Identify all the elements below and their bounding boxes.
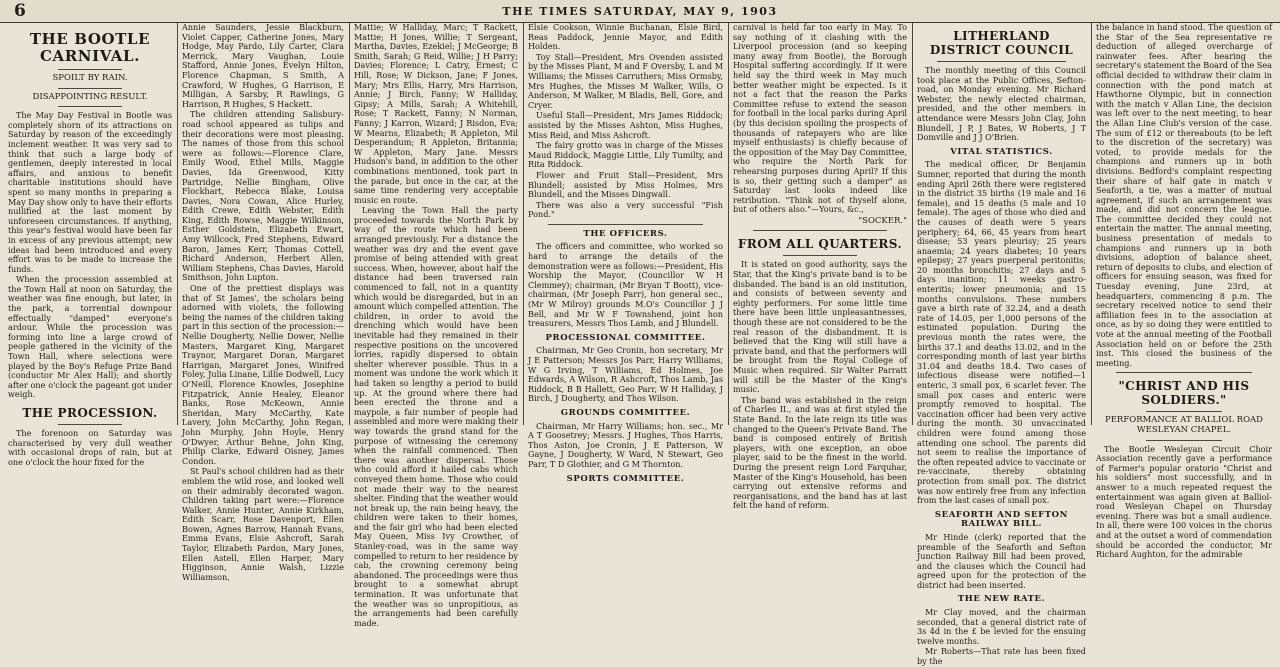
processional-committee-headline: PROCESSIONAL COMMITTEE. [545, 332, 706, 343]
paragraph: One of the prettiest displays was that of St James', the scholars being adorned with violets, the following being the names of the children taking part in this section of the procession:—Nellie Dougherty, Nellie Dower, Nellie Masters, Margaret King, Margaret Traynor, Margaret Doran, Margaret Harrigan, Margaret Jones, Winifred Foley, Julia Linane, Lillie Dodwell, Lucy O'Neill, Florence Knowles, Josephine Fitzpatrick, Annie Healey, Eleanor Banks, Rose McKeown, Annie Sheridan, Mary McCarthy, Kate Lavery, John McCarthy, John Regan, John Murphy, John Hoyle, Henry O'Dwyer, Arthur Behne, John King, Philip Clarke, Edward Oisney, James Condon. [182, 283, 344, 466]
from-all-quarters-headline: FROM ALL QUARTERS. [737, 237, 903, 252]
paragraph: Elsie Cookson, Winnie Buchanan, Elsie Bird, Reas Paddock, Jennie Mayor, and Edith Holden. [528, 22, 723, 52]
divider [58, 106, 122, 107]
paragraph: The medical officer, Dr Benjamin Sumner, reported that during the month ending April 26th there were registered in the district 35 births (19 male and 16 female), and 15 deaths (5 male and 10 female). The ages of those who died and the causes of death were 5 years periphery; 64, 66, 45 years from heart disease; 53 years pleurisy; 25 years anaemia; 24 years diabetes; 10 years epilepsy; 27 years puerperal peritonitis; 20 months bronchitis; 27 days and 5 days inanition; 11 weeks gastro-enteritis; lower pneumonia; and 15 months convulsions. These numbers gave a birth rate of 32.24, and a death rate of 14.05, per 1,000 persons of the estimated population. During the previous month the rates were, the births 37.1 and deaths 13.02, and in the corresponding month of last year births 31.04 and deaths 18.4. Two cases of infectious disease were notified—1 enteric, 3 small pox, 6 scarlet fever. The small pox cases and enteric were promptly removed to hospital. The vaccination officer had been very active during the month. 30 unvaccinated children were found among those attending one school. The parents did not seem to realise the importance of the often repeated advice to vaccinate or re-vaccinate, thereby obtaining protection from small pox. The district was now entirely free from any infection from the last cases of small pox. [917, 159, 1086, 506]
paragraph: Chairman, Mr Geo Cronin, hon secretary, Mr J E Patterson; Messrs Jos Parr, Harry Williams, W G Irving, T Williams, Ed Holmes, Joe Edwards, A Wilson, R Ashcroft, Thos Lamb, Jas Riddock, B B Hallett, Geo Parr, W H Halliday, J Birch, J Dougherty, and Thos Wilson. [528, 345, 723, 404]
procession-headline: THE PROCESSION. [22, 406, 158, 420]
column-7 [1091, 22, 1276, 560]
paragraph: There was also a very successful "Fish Pond." [528, 199, 723, 220]
divider [58, 424, 122, 425]
divider [58, 88, 122, 89]
subheadline: SPOILT BY RAIN. [52, 73, 128, 83]
divider [1146, 411, 1222, 412]
newspaper-columns [4, 22, 1276, 667]
paragraph: Leaving the Town Hall the party proceeded towards the North Park by way of the route which had been arranged previously. For a distance the weather was dry and the event gave promise of being attended with great success. When, however, about half the distance had been traversed rain commenced to fall, not in a quantity which would be disregarded, but in an amount which compelled attention. The children, in order to avoid the drenching which would have been inevitable had they remained in their respective positions on the uncovered lorries, rapidly dispersed to obtain shelter wherever possible. Thus in a moment was undone the work which it had taken so lengthy a period to build up. At the ground where there had been erected the throne and a maypole, a fair number of people had assembled and more were making their way towards the grand stand for the purpose of witnessing the ceremony when the rainfall commenced. Then there was another dispersal. Those who could afford it hailed cabs which conveyed them home. Those who could not made their way to the nearest shelter. Finding that the weather would not break up, the rain being heavy, the children were taken to their homes, and the fair girl who had been elected May Queen, Miss Ivy Crowther, of Stanley-road, was in the same way compelled to return to her residence by cab, the crowning ceremony being abandoned. The proceedings were thus brought to a somewhat abrupt termination. It was unfortunate that the weather was so unpropitious, as the arrangements had been carefully made. [354, 205, 518, 628]
grounds-committee-headline: GROUNDS COMMITTEE. [560, 407, 691, 418]
paragraph: Toy Stall—President, Mrs Ovenden assisted by the Misses Plant, M and F Oversby, L and M Williams; the Misses Carruthers; Miss Ormsby, Mrs Hughes, the Misses M Walker, Wills, O Anderson, M Walker, M Bladis, Bell, Gore, and Cryer. [528, 51, 723, 110]
divider [753, 230, 887, 231]
paragraph: Mr Roberts—That rate has been fixed by the [917, 646, 1086, 667]
divider [1146, 440, 1222, 441]
column-1 [4, 23, 176, 467]
sports-committee-headline: SPORTS COMMITTEE. [566, 473, 685, 484]
paragraph: Annie Saunders, Jessie Blackburn, Violet Capper, Catherine Jones, Mary Hodge, May Pardo, Lily Carter, Clara Merrick, Mary Vaughan, Louie Stafford, Annie Jones, Evelyn Hilton, Florence Chapman, S Smith, A Crawford, W Hughes, G Harrison, E Milligan, A Sarsby, R Rawlings, G Harrison, R Hughes, S Hackett. [182, 22, 344, 109]
divider [548, 224, 703, 225]
letter-signature: "SOCKER." [858, 215, 907, 226]
officers-headline: THE OFFICERS. [583, 228, 668, 239]
column-3 [349, 22, 522, 628]
column-6 [912, 23, 1090, 667]
subheadline: PERFORMANCE AT BALLIOL ROAD WESLEYAN CHAPEL. [1105, 415, 1263, 435]
paragraph: the balance in hand stood. The question of the Star of the Sea representative re deduction of alleged overcharge of rainwater fees. After hearing the secretary's statement the Board of the Sea official decided to withdraw their claim in connection with the pond match at Hawthorne Olympic, but in connection with the match v Allan Line, the decision was left over to the next meeting, to hear the Allan Line Club's version of the case. The sum of £12 or thereabouts (to be left to the discretion of the secretary) was voted, to provide medals for the champions and runners up in both divisions. Bedford's complaint respecting their share of half gate in match v Seaforth, a tie, was a matter of mutual agreement, if such an arrangement was made, and did not concern the league. The committee decided they could not entertain the matter. The annual meeting, business presentation of medals to champions and runners up in both divisions, adoption of balance sheet, return of deposits to clubs, and election of officers for ensuing season, was fixed for Tuesday evening, June 23rd, at headquarters, commencing 8 p.m. The secretary received notice to send their affiliation fees in to the association at once, as by so doing they were entitled to vote at the annual meeting of the Football Association held on or before the 25th inst. This closed the business of the meeting. [1096, 22, 1272, 368]
bootle-carnival-headline: THE BOOTLE CARNIVAL. [29, 30, 151, 65]
paragraph: The May Day Festival in Bootle was completely shorn of its attractions on Saturday by reason of the exceedingly inclement weather. It was very sad to think that such a large body of gentlemen, deeply interested in local affairs, and anxious to benefit charitable institutions should have spent so many months in preparing a May Day show only to have their efforts nullified at the last moment by unforeseen circumstances. If anything, this year's festival would have been far in excess of any previous attempt; new ideas had been introduced and every effort was to be made to increase the funds. [8, 110, 172, 274]
paragraph: It is stated on good authority, says the Star, that the King's private band is to be disbanded. The band is an old institution, and consists of between seventy and eighty performers. For some little time there have been little unpleasantnesses, though these are not considered to be the real reason of the disbandment. It is believed that the King will still have a private band, and that the performers will be brought from the Royal College of Music when required. Sir Walter Parratt will still be the Master of the King's music. [733, 259, 907, 395]
divider [783, 255, 857, 256]
divider [937, 61, 1066, 62]
paragraph: The children attending Salisbury-road school appeared as tulips and their decorations were most pleasing. The names of those from this school were as follows:—Florence Clare, Emily Wood, Ethel Mills, Maggie Davies, Ida Greenwood, Kitty Partridge, Nellie Bingham, Olive Flockhart, Rebecca Blake, Louisa Davies, Nora Cowan, Alice Hurley, Edith Crewe, Edith Webster, Edith King, Edith Rowse, Maggie Wilkinson, Esther Goldstein, Elizabeth Ewart, Amy Willcock, Fred Stephens, Edward Baron, James Kerr, Thomas Cottell, Richard Anderson, Herbert Allen, William Stephens, Chas Davies, Harold Smithson, John Lupton. [182, 109, 344, 283]
subheadline: DISAPPOINTING RESULT. [32, 91, 148, 102]
christ-and-his-soldiers-headline: "CHRIST AND HIS SOLDIERS." [1118, 379, 1250, 408]
paragraph: Mr Clay moved, and the chairman seconded, that a general district rate of 3s 4d in the £ be levied for the ensuing twelve months. [917, 607, 1086, 646]
page-header [0, 0, 1280, 23]
divider [58, 69, 122, 70]
paragraph: Flower and Fruit Stall—President, Mrs Blundell; assisted by Miss Holmes, Mrs Blundell, and the Misses Dingwall. [528, 169, 723, 200]
paragraph: carnival is held far too early in May. To say nothing of it clashing with the Liverpool procession (and so keeping many away from Bootle), the Borough Hospital suffering accordingly. If it were held say the third week in May much better weather might be expected. Is it not a fact that the reason the Parks Committee refuse to extend the season for football in the local parks during April (by this decision spoiling the prospects of thousands of ratepayers who are like myself enthusiasts) is chiefly because of the opposition of the May Day Committee, who require the North Park for rehearsing purposes during April? If this is so, their getting such a damper" as Saturday last looks indeed like retribution. "Think not of thyself alone, but of others also."—Yours, &c., [733, 22, 907, 215]
column-4 [523, 22, 727, 484]
paragraph: The monthly meeting of this Council took place at the Public Offices, Sefton-road, on Monday evening. Mr Richard Webster, the newly elected chairman, presided, and the other members in attendance were Messrs John Clay, John Blundell, J P, J Bates, W Roberts, J T Domville and J J O'Brien. [917, 65, 1086, 143]
paragraph: Chairman, Mr Harry Williams; hon. sec., Mr A T Goosetrey; Messrs. J Hughes, Thos Harris, Thos Aston, Joe Cronin, J E Patterson, W Gayne, J Dougherty, W Ward, N Stewart, Geo Parr, T D Glothier, and G M Thornton. [528, 420, 723, 469]
paragraph: The band was established in the reign of Charles II., and was at first styled the State Band. In the late reign its title was changed to the Queen's Private Band. The band is composed entirely of British players, with one exception, an oboe player, said to be the finest in the world. During the present reign Lord Farquhar, Master of the King's Household, has been carrying out extensive reforms and reorganisations, and the band has at last felt the hand of reform. [733, 394, 907, 511]
divider [1116, 372, 1252, 373]
column-5 [728, 22, 911, 511]
vital-statistics-headline: VITAL STATISTICS. [950, 146, 1053, 157]
paragraph: The officers and committee, who worked so hard to arrange the details of the demonstration were as follows:—President, His Worship the Mayor, (Councillor W H Clemmey); chairman, (Mr Bryan T Boott), vice-chairman, (Mr Joseph Parr), hon general sec., (Mr W Milroy) grounds M.O's Councillor J J Bell, and Mr W F Townshend, joint hon treasurers, Messrs Thos Lamb, and J Blundell. [528, 241, 723, 329]
litherland-council-headline: LITHERLAND DISTRICT COUNCIL [929, 29, 1074, 57]
paragraph: St Paul's school children had as their emblem the wild rose, and looked well on their admirably decorated wagon. Children taking part were:—Florence Walker, Annie Hunter, Annie Kirkham, Edith Scarr, Rose Davenport, Ellen Bowen, Agnes Barrow, Hannah Evans, Emma Evans, Elsie Ashcroft, Sarah Taylor, Elizabeth Pardon, Mary Jones, Ellen Astell, Ellen Harper, Mary Higginson, Annie Walsh, Lizzie Williamson, [182, 466, 344, 582]
paragraph: The Bootle Wesleyan Circuit Choir Association recently gave a performance of Farmer's popular oratorio "Christ and his soldiers" most successfully, and in answer to a much repeated request the entertainment was again given at Balliol-road Wesleyan Chapel on Thursday evening. There was but a small audience. In all, there were 100 voices in the chorus and at the outset a word of commendation should be accorded the conductor, Mr Richard Aughton, for the admirable [1096, 443, 1272, 560]
page-number: 6 [14, 1, 26, 21]
paragraph: Mr Hinde (clerk) reported that the preamble of the Seaforth and Sefton Junction Railway Bill had been proved, and the clauses which the Council had agreed upon for the protection of the district had been inserted. [917, 531, 1086, 590]
new-rate-headline: THE NEW RATE. [957, 594, 1046, 605]
column-2 [177, 22, 348, 582]
paragraph: The forenoon on Saturday was characterised by very dull weather with occasional drops of rain, but at one o'clock the hour fixed for the [8, 428, 172, 467]
railway-bill-headline: SEAFORTH AND SEFTON RAILWAY BILL. [934, 509, 1069, 530]
paragraph: The fairy grotto was in charge of the Misses Maud Riddock, Maggie Little, Lily Tumilty, and Rita Riddock. [528, 140, 723, 170]
paragraph: Mattie; W Halliday, Marc; T Rackett, Mattie; H Jones, Willie; T Sergeant, Martha, Davies, Ezekiel; J McGeorge; B Smith, Sarah; G Reid, Willie; J H Parry; Davies; Florence; L Catry, Ernest; C Hill, Rose; W Dickson, Jane; F Jones, Mary; Mrs Ellis, Harry, Mrs Harrison, Annie; J Birch, Fanny; W Halliday, Gipsy; A Mills, Sarah; A Whitehill, Rose; T Rackett, Fanny; N Norman, Fanny; J Karron, Wizard; J Risdon, Eva; W Mearns, Elizabeth; R Appleton, Mil Desperandum; R Appleton, Britannia; W Appleton, Mary Jane. Messrs Hudson's band, in addition to the other combinations mentioned, took part in the parade, but once in the car, at the same time rendering very acceptable music en route. [354, 22, 518, 205]
paragraph: When the procession assembled at the Town Hall at noon on Saturday, the weather was fine enough, but later, in the park, a torrential downpour effectually "damped" everyone's ardour. While the procession was forming into line a large crowd of people gathered in the vicinity of the Town Hall, where selections were played by the Boy's Refuge Prize Band (conductor Mr Alex Hall); and shortly after one o'clock the pageant got under weigh. [8, 274, 172, 400]
paragraph: Useful Stall—President, Mrs James Riddock; assisted by the Misses Ashton, Miss Hughes, Miss Reid, and Miss Ashcroft. [528, 110, 723, 140]
masthead: THE TIMES SATURDAY, MAY 9, 1903 [502, 5, 778, 18]
